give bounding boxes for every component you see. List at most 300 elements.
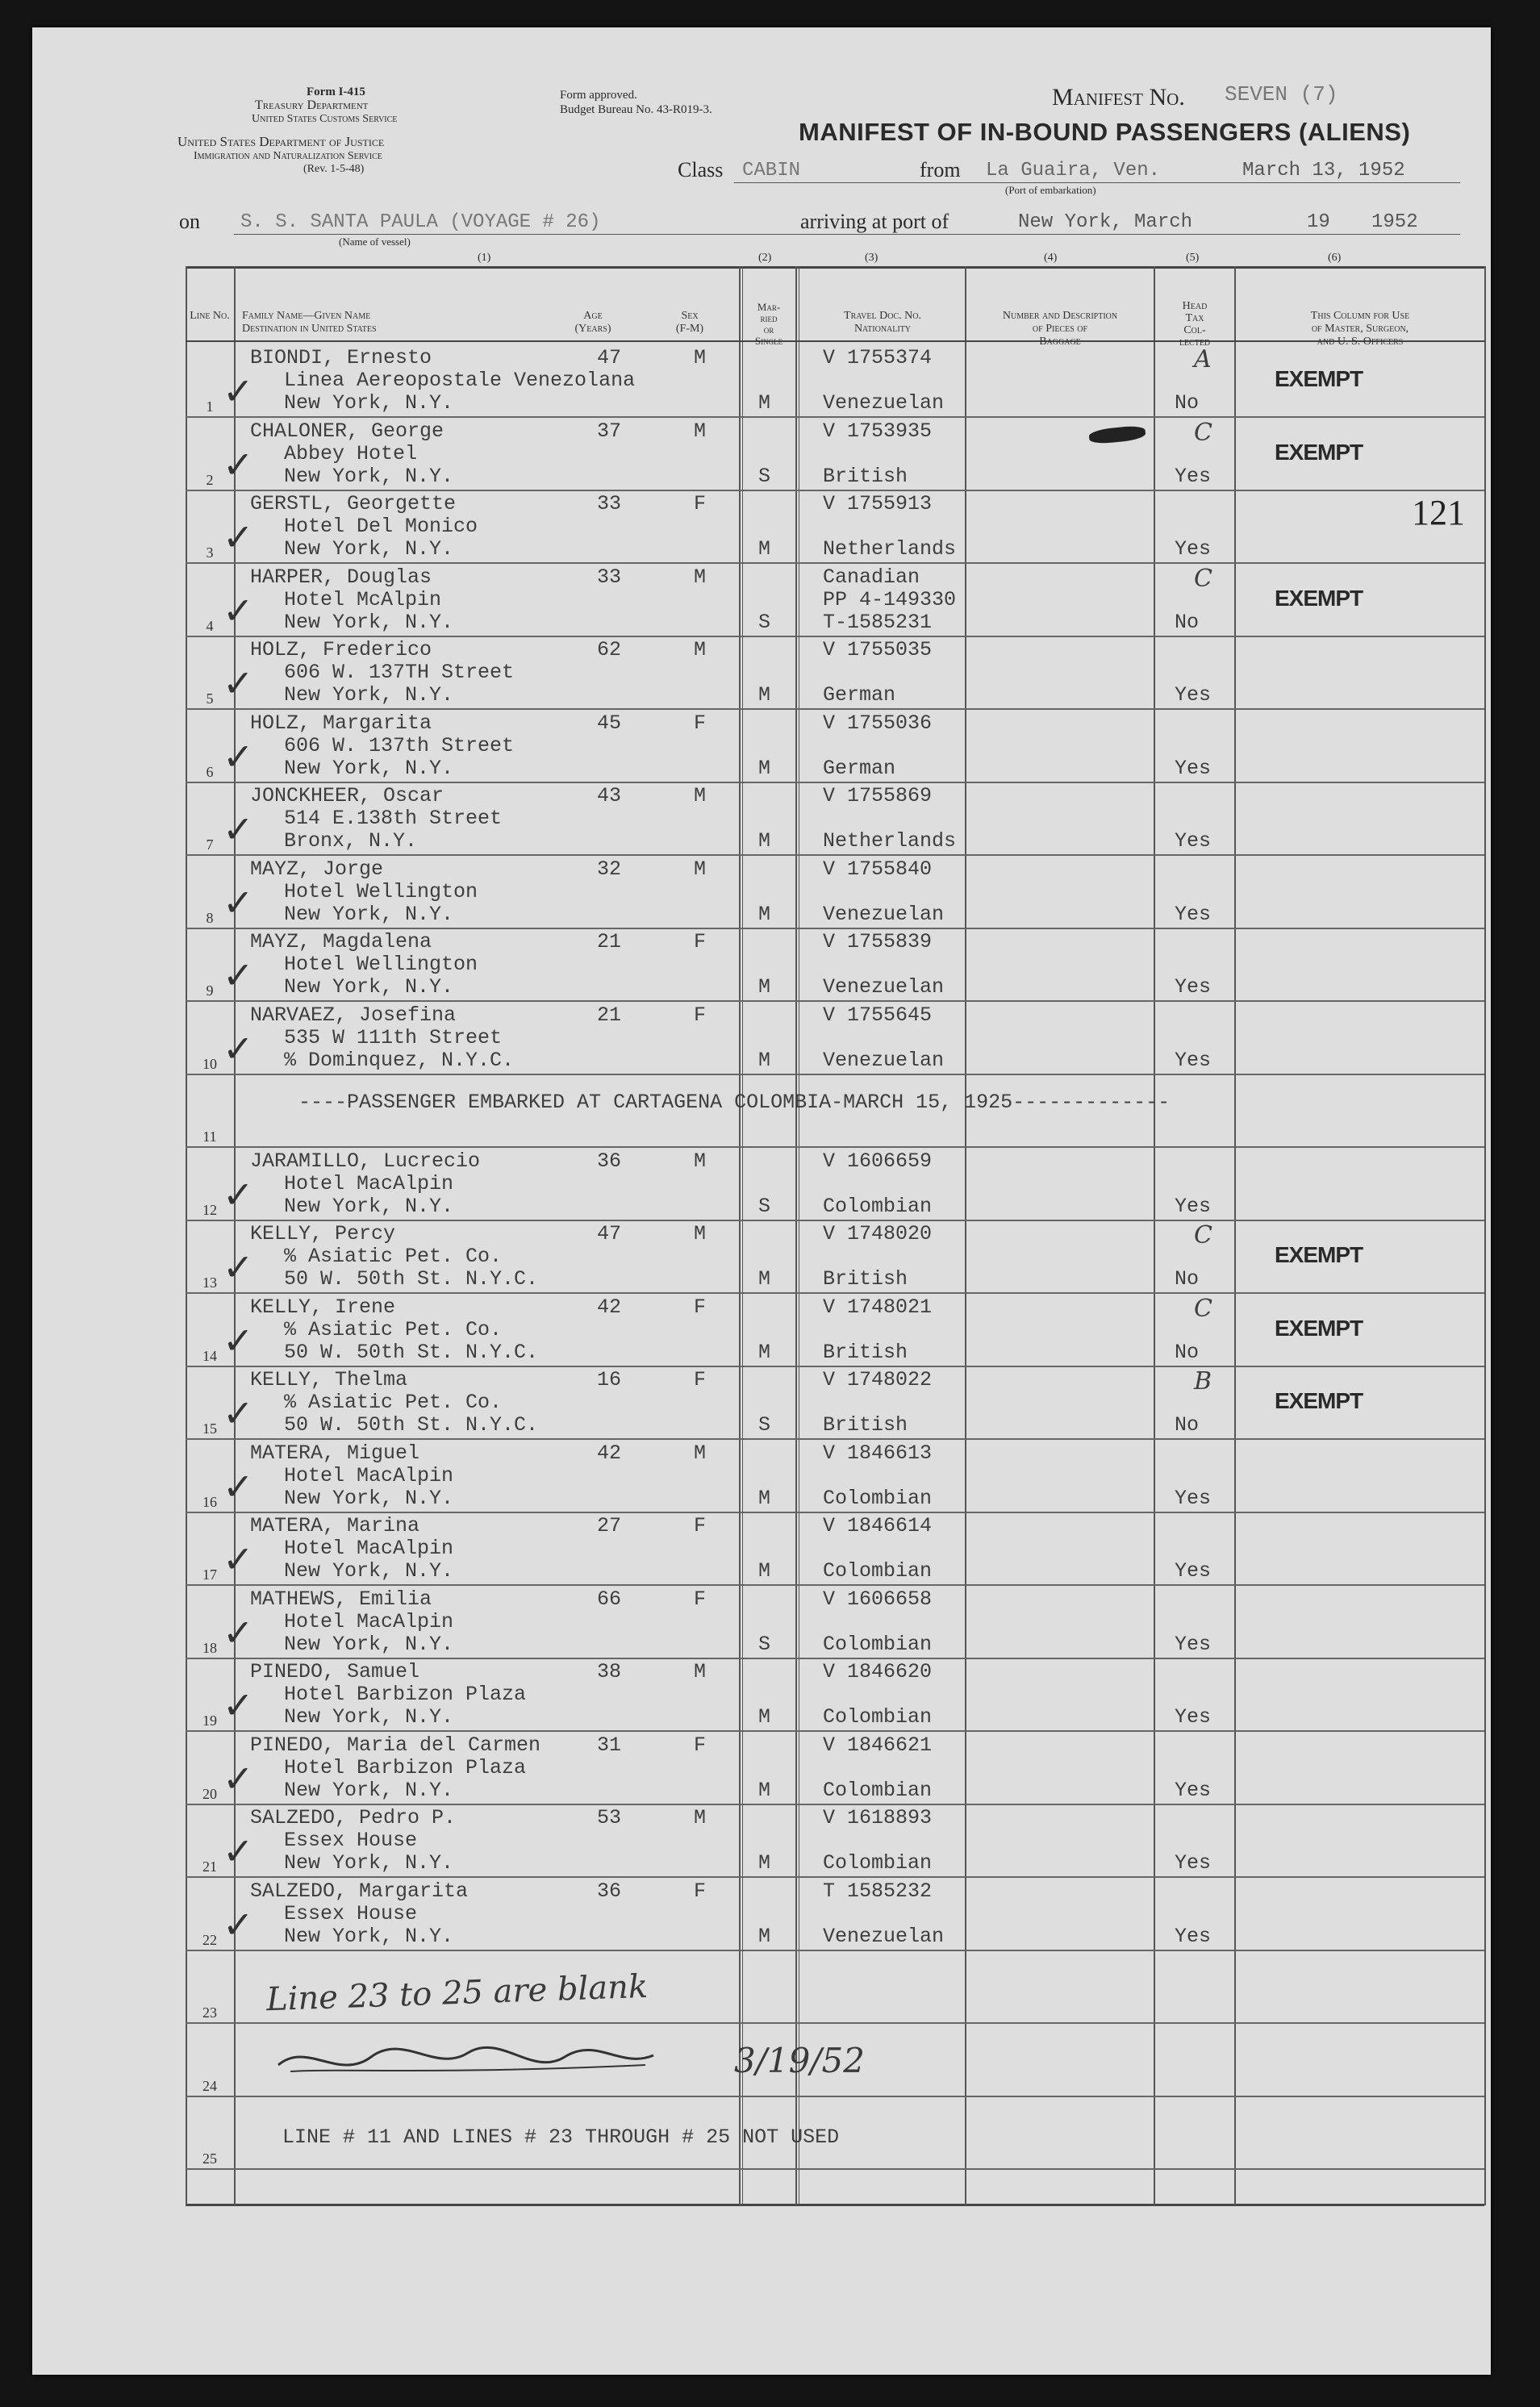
sex: M	[694, 1441, 707, 1465]
table-bottom-border	[186, 2204, 1484, 2206]
head-tax-collected: Yes	[1175, 1705, 1212, 1729]
sex: F	[694, 492, 707, 515]
passenger-name: BIONDI, Ernesto	[250, 346, 432, 369]
underline	[234, 234, 1460, 235]
line-number: 25	[202, 2150, 217, 2167]
nationality: Colombian	[823, 1705, 933, 1729]
head-tax-collected: No	[1175, 1413, 1200, 1437]
marital-status: M	[758, 1340, 771, 1364]
destination-line-2: 50 W. 50th St. N.Y.C.	[284, 1340, 539, 1364]
age: 16	[597, 1368, 622, 1391]
header-sex: Sex (F-M)	[675, 310, 704, 335]
passenger-name: KELLY, Irene	[250, 1295, 396, 1319]
destination-line-1: 535 W 111th Street	[284, 1025, 503, 1049]
nationality: Venezuelan	[823, 391, 945, 415]
check-mark-icon: ✓	[223, 1902, 254, 1946]
destination-line-1: Hotel Barbizon Plaza	[284, 1755, 527, 1779]
passenger-name: JONCKHEER, Oscar	[250, 784, 444, 807]
treasury-label: Treasury Department	[255, 98, 369, 112]
passenger-name: SALZEDO, Margarita	[250, 1879, 469, 1903]
sex: M	[694, 784, 707, 807]
nationality: British	[823, 1340, 908, 1364]
age: 42	[597, 1441, 622, 1465]
destination-line-2: New York, N.Y.	[284, 902, 454, 926]
marital-status: M	[758, 1267, 771, 1291]
table-row	[32, 419, 1491, 491]
check-mark-icon: ✓	[223, 807, 254, 851]
check-mark-icon: ✓	[223, 442, 254, 486]
nationality: Colombian	[823, 1778, 933, 1802]
travel-doc-no: V 1755035	[823, 638, 933, 661]
header-officers: This Column for Use of Master, Surgeon, and U. S. Officers	[1310, 310, 1410, 348]
ins-label: Immigration and Naturalization Service	[194, 150, 382, 162]
destination-line-2: New York, N.Y.	[284, 1778, 454, 1802]
passenger-name: MATERA, Marina	[250, 1514, 420, 1537]
age: 27	[597, 1514, 622, 1537]
destination-line-2: New York, N.Y.	[284, 1632, 454, 1656]
check-mark-icon: ✓	[223, 1026, 254, 1070]
marital-status: M	[758, 902, 771, 926]
nationality: German	[823, 683, 896, 707]
signature-scribble	[274, 2033, 758, 2089]
header-line-no: Line No.	[190, 310, 230, 322]
class-value: CABIN	[742, 160, 801, 181]
travel-doc-no: V 1846620	[823, 1660, 933, 1683]
line-number: 2	[206, 471, 214, 488]
check-mark-icon: ✓	[223, 1683, 254, 1727]
marital-status: M	[758, 829, 771, 853]
passenger-name: MATERA, Miguel	[250, 1441, 420, 1465]
table-row	[32, 1441, 1491, 1513]
table-row	[32, 1733, 1491, 1805]
head-tax-collected: Yes	[1175, 902, 1212, 926]
destination-line-1: % Asiatic Pet. Co.	[284, 1317, 503, 1341]
line-number: 13	[202, 1274, 217, 1291]
destination-line-2: 50 W. 50th St. N.Y.C.	[284, 1267, 539, 1291]
passenger-name: JARAMILLO, Lucrecio	[250, 1149, 481, 1173]
travel-doc-extra: T-1585231	[823, 610, 933, 634]
line-number: 1	[206, 398, 214, 415]
exempt-stamp: EXEMPT	[1275, 1315, 1363, 1341]
travel-doc-no: V 1755913	[823, 492, 933, 515]
line-number: 21	[202, 1858, 217, 1875]
passenger-name: KELLY, Percy	[250, 1222, 396, 1245]
passenger-name: GERSTL, Georgette	[250, 492, 457, 515]
head-tax-collected: Yes	[1175, 1924, 1212, 1948]
arrival-port: New York, March	[1018, 211, 1193, 233]
passenger-name: MAYZ, Magdalena	[250, 930, 432, 953]
travel-doc-no: V 1618893	[823, 1806, 933, 1829]
nationality: Venezuelan	[823, 975, 945, 999]
nationality: German	[823, 756, 896, 780]
table-row	[32, 1295, 1491, 1367]
nationality: PP 4-149330	[823, 587, 957, 611]
line-number: 18	[202, 1639, 217, 1656]
passenger-name: MAYZ, Jorge	[250, 857, 384, 881]
line-number: 11	[202, 1128, 217, 1145]
travel-doc-no: V 1755036	[823, 711, 933, 735]
check-mark-icon: ✓	[223, 369, 254, 413]
travel-doc-no: V 1846614	[823, 1514, 933, 1537]
head-tax-collected: Yes	[1175, 1486, 1212, 1510]
table-row	[32, 857, 1491, 929]
nationality: Venezuelan	[823, 1924, 945, 1948]
class-label: Class	[678, 158, 724, 181]
check-mark-icon: ✓	[223, 1829, 254, 1873]
check-mark-icon: ✓	[223, 953, 254, 997]
marital-status: M	[758, 537, 771, 561]
header-head-tax: Head Tax Col- lected	[1179, 300, 1211, 348]
nationality: Venezuelan	[823, 1048, 945, 1072]
marital-status: S	[758, 464, 771, 488]
embarkation-banner: ----PASSENGER EMBARKED AT CARTAGENA COLOMBIA-MARCH 15, 1925-------------	[298, 1091, 1171, 1114]
table-row	[32, 783, 1491, 856]
travel-doc-no: V 1755645	[823, 1003, 933, 1027]
tax-class-mark: C	[1194, 418, 1212, 447]
tax-class-mark: A	[1194, 345, 1212, 373]
destination-line-2: New York, N.Y.	[284, 756, 454, 780]
head-tax-collected: Yes	[1175, 1048, 1212, 1072]
destination-line-2: New York, N.Y.	[284, 1924, 454, 1948]
age: 21	[597, 1003, 622, 1027]
age: 43	[597, 784, 622, 807]
sex: M	[694, 638, 707, 661]
head-tax-collected: Yes	[1175, 537, 1212, 561]
destination-line-1: Hotel MacAlpin	[284, 1171, 454, 1195]
marital-status: M	[758, 1705, 771, 1729]
embark-date: March 13, 1952	[1242, 160, 1405, 181]
line-number: 10	[202, 1055, 217, 1072]
check-mark-icon: ✓	[223, 1610, 254, 1654]
nationality: Colombian	[823, 1194, 933, 1218]
arriving-label: arriving at port of	[800, 210, 949, 233]
line-number: 17	[202, 1566, 217, 1583]
line-number: 3	[206, 544, 214, 561]
destination-line-1: Abbey Hotel	[284, 441, 418, 465]
tax-class-mark: C	[1194, 1221, 1212, 1249]
table-row	[32, 1513, 1491, 1586]
col-number: (4)	[1044, 252, 1058, 264]
passenger-name: MATHEWS, Emilia	[250, 1587, 432, 1611]
sex: M	[694, 565, 707, 589]
page-number: 121	[1412, 493, 1465, 532]
travel-doc-no: V 1755374	[823, 346, 933, 369]
destination-line-1: % Asiatic Pet. Co.	[284, 1245, 503, 1268]
table-row	[32, 1221, 1491, 1294]
nationality: Netherlands	[823, 829, 957, 853]
destination-line-2: % Dominquez, N.Y.C.	[284, 1048, 515, 1072]
manifest-no-label: Manifest No.	[1052, 84, 1185, 111]
passenger-name: NARVAEZ, Josefina	[250, 1003, 457, 1027]
check-mark-icon: ✓	[223, 515, 254, 559]
travel-doc-no: V 1846613	[823, 1441, 933, 1465]
marital-status: M	[758, 1048, 771, 1072]
arrival-day: 19	[1307, 211, 1330, 233]
marital-status: M	[758, 1778, 771, 1802]
budget-bureau: Budget Bureau No. 43-R019-3.	[560, 103, 712, 116]
sex: F	[694, 1003, 707, 1027]
marital-status: M	[758, 391, 771, 415]
destination-line-2: New York, N.Y.	[284, 1705, 454, 1729]
table-row	[32, 1075, 1491, 1148]
line-number: 19	[202, 1712, 217, 1729]
line-number: 15	[202, 1420, 217, 1437]
destination-line-1: Hotel Wellington	[284, 953, 478, 976]
head-tax-collected: Yes	[1175, 975, 1212, 999]
passenger-name: HOLZ, Margarita	[250, 711, 432, 735]
form-number: Form I-415	[307, 86, 365, 98]
head-tax-collected: Yes	[1175, 1559, 1212, 1583]
table-row	[32, 1003, 1491, 1075]
on-label: on	[179, 210, 200, 233]
port-embark-note: (Port of embarkation)	[1005, 184, 1096, 196]
destination-line-1: Hotel Del Monico	[284, 515, 478, 538]
check-mark-icon: ✓	[223, 661, 254, 705]
head-tax-collected: Yes	[1175, 1194, 1212, 1218]
destination-line-2: New York, N.Y.	[284, 391, 454, 415]
travel-doc-no: V 1755840	[823, 857, 933, 881]
line-number: 23	[202, 2004, 217, 2021]
passenger-name: CHALONER, George	[250, 419, 444, 443]
destination-line-2: Bronx, N.Y.	[284, 829, 418, 853]
line-number: 12	[202, 1201, 217, 1218]
header-name: Family Name—Given Name Destination in United States	[242, 310, 377, 335]
age: 37	[597, 419, 622, 443]
sex: F	[694, 1368, 707, 1391]
line-number: 14	[202, 1347, 217, 1364]
destination-line-1: 514 E.138th Street	[284, 807, 503, 830]
line-number: 7	[206, 836, 214, 853]
destination-line-2: New York, N.Y.	[284, 537, 454, 561]
line-number: 16	[202, 1493, 217, 1510]
destination-line-2: 50 W. 50th St. N.Y.C.	[284, 1413, 539, 1437]
row-divider	[186, 2168, 1484, 2170]
table-top-border	[186, 266, 1484, 269]
manifest-title: MANIFEST OF IN-BOUND PASSENGERS (ALIENS)	[799, 118, 1411, 146]
destination-line-1: Hotel Barbizon Plaza	[284, 1683, 527, 1706]
destination-line-2: New York, N.Y.	[284, 1851, 454, 1875]
table-row	[32, 1367, 1491, 1440]
unused-lines-note: LINE # 11 AND LINES # 23 THROUGH # 25 NOT USED	[282, 2125, 840, 2149]
col-number: (1)	[478, 252, 491, 264]
marital-status: M	[758, 1486, 771, 1510]
nationality: British	[823, 464, 908, 488]
table-row	[32, 1805, 1491, 1878]
sex: M	[694, 857, 707, 881]
passenger-name: PINEDO, Samuel	[250, 1660, 420, 1683]
table-row	[32, 491, 1491, 564]
passenger-name: HARPER, Douglas	[250, 565, 432, 589]
marital-status: S	[758, 1194, 771, 1218]
head-tax-collected: Yes	[1175, 683, 1212, 707]
marital-status: M	[758, 1924, 771, 1948]
sex: F	[694, 1587, 707, 1611]
head-tax-collected: Yes	[1175, 464, 1212, 488]
line-number: 9	[206, 982, 214, 999]
check-mark-icon: ✓	[223, 1245, 254, 1289]
passenger-name: PINEDO, Maria del Carmen	[250, 1733, 541, 1757]
customs-label: United States Customs Service	[252, 113, 398, 125]
line-number: 6	[206, 763, 214, 780]
marital-status: M	[758, 683, 771, 707]
col-number: (5)	[1186, 252, 1200, 264]
travel-doc-no: V 1606658	[823, 1587, 933, 1611]
exempt-stamp: EXEMPT	[1275, 1388, 1363, 1413]
age: 47	[597, 1222, 622, 1245]
vessel-note: (Name of vessel)	[339, 236, 411, 248]
sex: M	[694, 346, 707, 369]
destination-line-2: New York, N.Y.	[284, 610, 454, 634]
passenger-name: SALZEDO, Pedro P.	[250, 1806, 457, 1829]
travel-doc-no: V 1748022	[823, 1368, 933, 1391]
age: 33	[597, 565, 622, 589]
sex: F	[694, 1295, 707, 1319]
destination-line-1: Hotel Wellington	[284, 879, 478, 903]
exempt-stamp: EXEMPT	[1275, 439, 1363, 465]
table-row	[32, 1879, 1491, 1951]
table-row	[32, 345, 1491, 418]
head-tax-collected: Yes	[1175, 1851, 1212, 1875]
handwritten-note: Line 23 to 25 are blank	[265, 1967, 649, 2019]
age: 47	[597, 346, 622, 369]
arrival-year: 1952	[1371, 211, 1418, 233]
destination-line-1: Essex House	[284, 1829, 418, 1852]
nationality: Netherlands	[823, 537, 957, 561]
head-tax-collected: No	[1175, 391, 1200, 415]
check-mark-icon: ✓	[223, 1464, 254, 1508]
sex: F	[694, 1879, 707, 1903]
sex: F	[694, 1514, 707, 1537]
manifest-sheet	[32, 27, 1491, 2375]
col-number: (3)	[865, 252, 879, 264]
line-number: 20	[202, 1785, 217, 1802]
destination-line-1: 606 W. 137th Street	[284, 733, 515, 757]
table-row	[32, 2097, 1491, 2170]
from-label: from	[920, 158, 961, 181]
tax-class-mark: B	[1194, 1367, 1212, 1395]
sex: M	[694, 1222, 707, 1245]
line-number: 5	[206, 690, 214, 707]
signature-date: 3/19/52	[734, 2041, 865, 2080]
exempt-stamp: EXEMPT	[1275, 1242, 1363, 1267]
signature-image	[274, 2033, 758, 2089]
check-mark-icon: ✓	[223, 1172, 254, 1216]
destination-line-1: Hotel MacAlpin	[284, 1463, 454, 1487]
passenger-name: HOLZ, Frederico	[250, 638, 432, 661]
age: 42	[597, 1295, 622, 1319]
marital-status: M	[758, 1559, 771, 1583]
header-age: Age (Years)	[574, 310, 611, 335]
col-number: (6)	[1328, 252, 1342, 264]
sex: M	[694, 1660, 707, 1683]
line-number: 8	[206, 909, 214, 926]
passenger-name: KELLY, Thelma	[250, 1368, 408, 1391]
justice-label: United States Department of Justice	[177, 134, 385, 149]
col-number: (2)	[758, 252, 772, 264]
sex: F	[694, 711, 707, 735]
travel-doc-no: V 1753935	[823, 419, 933, 443]
header-married: Mar- ried or Single	[754, 301, 783, 347]
revision-label: (Rev. 1-5-48)	[303, 163, 365, 175]
destination-line-1: Linea Aereopostale Venezolana	[284, 369, 636, 392]
destination-line-2: New York, N.Y.	[284, 1194, 454, 1218]
travel-doc-no: V 1606659	[823, 1149, 933, 1173]
sex: M	[694, 1149, 707, 1173]
head-tax-collected: Yes	[1175, 829, 1212, 853]
underline	[734, 182, 1460, 183]
head-tax-collected: Yes	[1175, 756, 1212, 780]
check-mark-icon: ✓	[223, 880, 254, 924]
age: 62	[597, 638, 622, 661]
form-approved: Form approved.	[560, 89, 637, 102]
head-tax-collected: Yes	[1175, 1778, 1212, 1802]
table-row	[32, 1951, 1491, 2024]
marital-status: S	[758, 1632, 771, 1656]
age: 38	[597, 1660, 622, 1683]
destination-line-1: Hotel MacAlpin	[284, 1609, 454, 1633]
age: 31	[597, 1733, 622, 1757]
table-row	[32, 929, 1491, 1002]
sex: F	[694, 1733, 707, 1757]
check-mark-icon: ✓	[223, 1391, 254, 1435]
line-number: 24	[202, 2077, 217, 2094]
sex: M	[694, 419, 707, 443]
destination-line-2: New York, N.Y.	[284, 975, 454, 999]
destination-line-2: New York, N.Y.	[284, 683, 454, 707]
head-tax-collected: No	[1175, 610, 1200, 634]
line-number: 4	[206, 617, 214, 634]
header-travel-doc: Travel Doc. No. Nationality	[844, 310, 921, 335]
table-row	[32, 1587, 1491, 1659]
destination-line-2: New York, N.Y.	[284, 1486, 454, 1510]
nationality: Colombian	[823, 1486, 933, 1510]
age: 36	[597, 1149, 622, 1173]
exempt-stamp: EXEMPT	[1275, 366, 1363, 391]
manifest-no-value: SEVEN (7)	[1225, 82, 1338, 106]
vessel-name: S. S. SANTA PAULA (VOYAGE # 26)	[240, 211, 601, 233]
age: 21	[597, 930, 622, 953]
age: 32	[597, 857, 622, 881]
table-row	[32, 637, 1491, 710]
check-mark-icon: ✓	[223, 734, 254, 778]
marital-status: M	[758, 975, 771, 999]
tax-class-mark: C	[1194, 1294, 1212, 1323]
head-tax-collected: No	[1175, 1267, 1200, 1291]
marital-status: M	[758, 1851, 771, 1875]
age: 33	[597, 492, 622, 515]
from-value: La Guaira, Ven.	[986, 160, 1161, 181]
marital-status: S	[758, 610, 771, 634]
travel-doc-no: T 1585232	[823, 1879, 933, 1903]
sex: F	[694, 930, 707, 953]
marital-status: S	[758, 1413, 771, 1437]
marital-status: M	[758, 756, 771, 780]
sex: M	[694, 1806, 707, 1829]
check-mark-icon: ✓	[223, 1537, 254, 1581]
table-row	[32, 711, 1491, 783]
age: 66	[597, 1587, 622, 1611]
nationality: British	[823, 1267, 908, 1291]
age: 53	[597, 1806, 622, 1829]
destination-line-1: Hotel McAlpin	[284, 587, 442, 611]
destination-line-1: Essex House	[284, 1901, 418, 1925]
destination-line-2: New York, N.Y.	[284, 464, 454, 488]
tax-class-mark: C	[1194, 564, 1212, 593]
exempt-stamp: EXEMPT	[1275, 585, 1363, 611]
travel-doc-no: V 1846621	[823, 1733, 933, 1757]
check-mark-icon: ✓	[223, 1318, 254, 1362]
check-mark-icon: ✓	[223, 588, 254, 632]
